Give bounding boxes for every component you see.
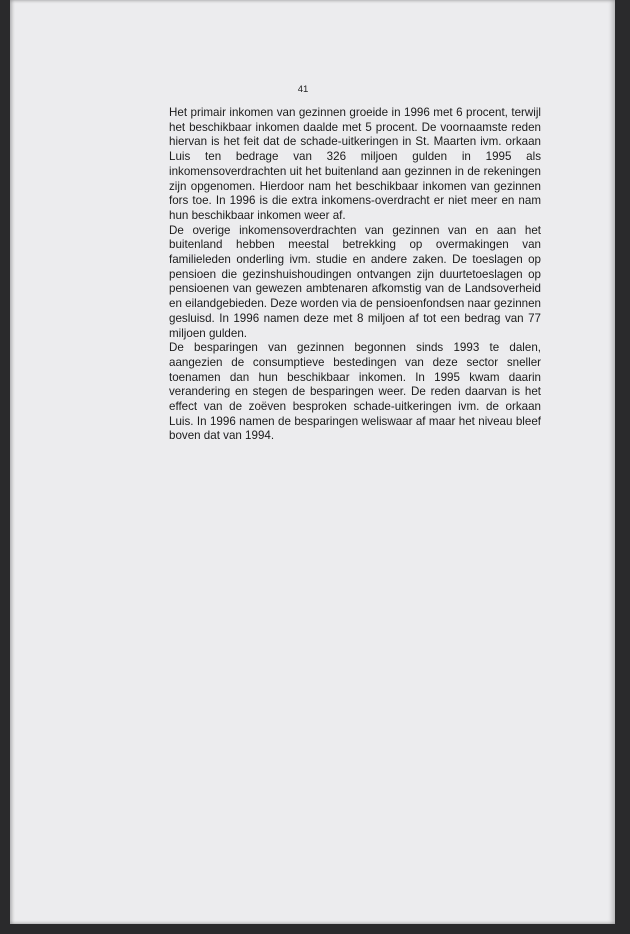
page-number: 41: [297, 84, 309, 95]
paragraph-primary-income: Het primair inkomen van gezinnen groeide in 1996 met 6 procent, terwijl het beschikbaar inkomen daalde met 5 procent. De voornaamste reden hiervan is het feit dat de schade-uitkeringen in St. Maarten ivm. orkaan Luis ten bedrage van 326 miljoen gulden in 1995 als inkomensoverdrachten uit het buitenland aan gezinnen in de rekeningen zijn opgenomen. Hierdoor nam het beschikbaar inkomen van gezinnen fors toe. In 1996 is die extra inkomens-overdracht er niet meer en nam hun beschikbaar inkomen weer af.: [169, 106, 541, 222]
paragraph-household-savings: De besparingen van gezinnen begonnen sinds 1993 te dalen, aangezien de consumptieve bestedingen van deze sector sneller toenamen dan hun beschikbaar inkomen. In 1995 kwam daarin verandering en stegen de besparingen weer. De reden daarvan is het effect van de zoëven besproken schade-uitkeringen ivm. de orkaan Luis. In 1996 namen de besparingen weliswaar af maar het niveau bleef boven dat van 1994.: [169, 341, 541, 443]
paragraph-income-transfers: De overige inkomensoverdrachten van gezinnen van en aan het buitenland hebben meestal betrekking op overmakingen van familieleden onderling ivm. studie en andere zaken. De toeslagen op pensioen die gezinshuishoudingen ontvangen zijn duurtetoeslagen op pensioenen van gewezen ambtenaren afkomstig van de Landsoverheid en eilandgebieden. Deze worden via de pensioenfondsen naar gezinnen gesluisd. In 1996 namen deze met 8 miljoen af tot een bedrag van 77 miljoen gulden.: [169, 223, 541, 340]
body-text: [169, 106, 541, 444]
document-page: [10, 0, 615, 924]
